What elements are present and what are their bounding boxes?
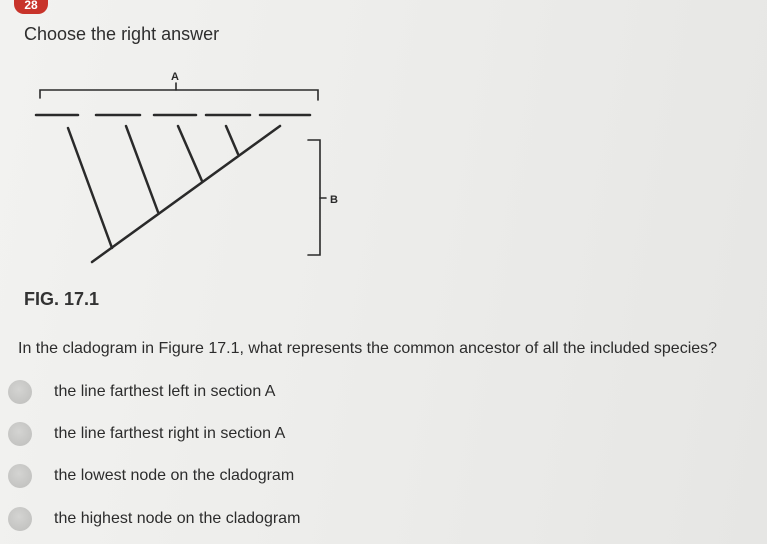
taxon-branch (68, 128, 112, 248)
section-b-bracket (308, 140, 320, 255)
figure-caption: FIG. 17.1 (24, 289, 100, 309)
option-label: the lowest node on the cladogram (54, 467, 295, 484)
radio-button[interactable] (8, 380, 32, 404)
label-b: B (330, 194, 338, 206)
taxon-branch (178, 126, 202, 181)
label-a: A (171, 71, 179, 83)
answer-option-1[interactable] (8, 376, 368, 406)
answer-option-2[interactable] (8, 418, 368, 448)
option-label: the highest node on the cladogram (54, 510, 301, 527)
radio-button[interactable] (8, 464, 32, 488)
radio-button[interactable] (8, 422, 32, 446)
radio-button[interactable] (8, 507, 32, 531)
option-label: the line farthest right in section A (54, 425, 286, 442)
option-label: the line farthest left in section A (54, 383, 276, 400)
taxon-branch (226, 126, 238, 154)
answer-option-3[interactable] (8, 460, 368, 490)
question-text: In the cladogram in Figure 17.1, what represents the common ancestor of all the included species? (18, 340, 718, 357)
section-a-bracket (40, 90, 318, 100)
taxon-branch (126, 126, 158, 212)
instruction-text: Choose the right answer (24, 24, 220, 44)
answer-option-4[interactable] (8, 503, 368, 533)
cladogram-figure (30, 60, 360, 275)
question-number-badge: 28 (14, 0, 48, 14)
